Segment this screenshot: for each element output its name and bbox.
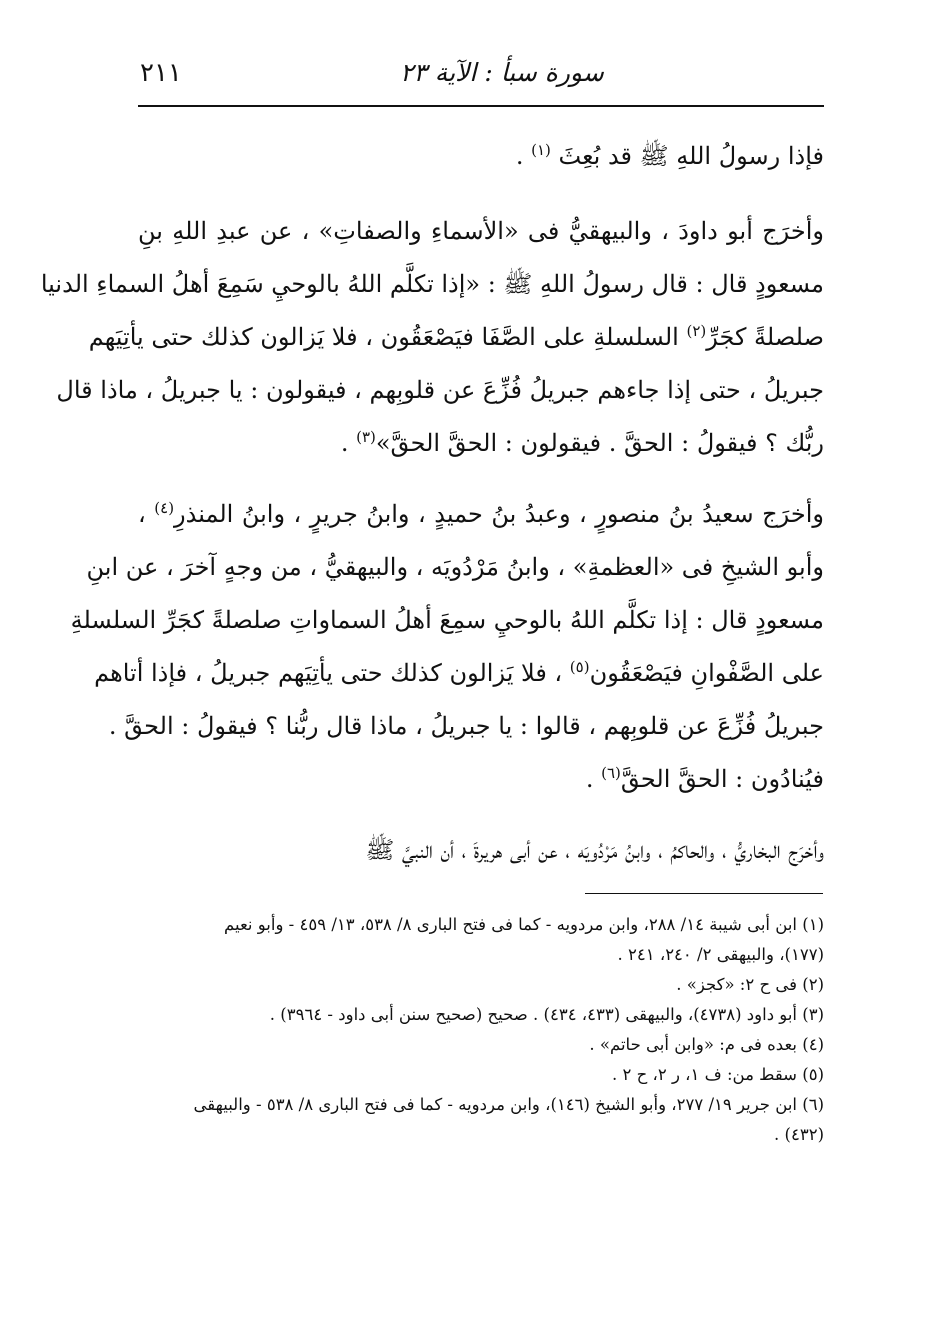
text-line: ربُّك ؟ فيقولُ : الحقَّ . فيقولون : الحقَّ الحقَّ»$^{(٣)}$ . bbox=[340, 428, 824, 457]
page-header bbox=[140, 50, 820, 100]
header-divider bbox=[138, 105, 824, 107]
footnote-divider bbox=[585, 893, 823, 894]
text-line: فيُنادُون : الحقَّ الحقَّ$^{(٦)}$ . bbox=[585, 764, 824, 793]
footnote-ref: (٥) bbox=[569, 658, 590, 676]
footnote-1: (١) ابن أبى شيبة ١٤/ ٢٨٨، وابن مردويه - كما فى فتح البارى ٨/ ٥٣٨، ١٣/ ٤٥٩ - وأبو نعيم bbox=[223, 915, 824, 934]
text-line: وأخرَج البخاريُّ ، والحاكمُ ، وابنُ مَرْدُويَه ، عن أبى هريرةَ ، أن النبيَّ ﷺ bbox=[365, 836, 824, 864]
footnote-1-continued: (١٧٧)، والبيهقى ٢/ ٢٤٠، ٢٤١ . bbox=[617, 945, 824, 964]
footnote-6-continued: (٤٣٢) . bbox=[774, 1125, 824, 1144]
paragraph-3 bbox=[70, 488, 825, 806]
footnote-ref: (٢) bbox=[686, 322, 707, 340]
footnotes bbox=[138, 910, 824, 1150]
text-line: صلصلةً كجَرِّ$^{(٢)}$ السلسلةِ على الصَّفَا فيَصْعَقُون ، فلا يَزالون كذلك حتى يأتِيَهم bbox=[88, 322, 824, 351]
page-number: ٢١١ bbox=[140, 58, 182, 88]
text-line: مسعودٍ قال : إذا تكلَّم اللهُ بالوحيِ سمِعَ أهلُ السماواتِ صلصلةً كجَرِّ السلسلةِ bbox=[70, 606, 824, 634]
footnote-6: (٦) ابن جرير ١٩/ ٢٧٧، وأبو الشيخ (١٤٦)، وابن مردويه - كما فى فتح البارى ٨/ ٥٣٨ - والبيهقى bbox=[193, 1095, 824, 1114]
footnote-ref: (٤) bbox=[154, 499, 175, 517]
text-line: جبريلُ ، حتى إذا جاءهم جبريلُ فُزِّعَ عن قلوبِهم ، فيقولون : يا جبريلُ ، ماذا قال bbox=[56, 376, 824, 404]
footnote-ref: (٣) bbox=[356, 428, 376, 446]
text-line: مسعودٍ قال : قال رسولُ اللهِ ﷺ : «إذا تكلَّم اللهُ بالوحيِ سَمِعَ أهلُ السماءِ الدنيا bbox=[40, 270, 824, 298]
paragraph-2 bbox=[40, 205, 824, 470]
running-title: سورة سبأ : الآية ٢٣ bbox=[400, 58, 604, 87]
text-line: على الصَّفْوانِ فيَصْعَقُون$^{(٥)}$ ، فلا يَزالون كذلك حتى يأتِيَهم جبريلُ ، فإذا أتاهم bbox=[94, 658, 824, 687]
paragraph-1 bbox=[138, 130, 824, 183]
footnote-3: (٣) أبو داود (٤٧٣٨)، والبيهقى (٤٣٣، ٤٣٤) . صحيح (صحيح سنن أبى داود - ٣٩٦٤) . bbox=[269, 1005, 824, 1024]
footnote-ref: (٦) bbox=[601, 764, 621, 782]
text-line: فإذا رسولُ اللهِ ﷺ قد بُعِثَ $^{(١)}$ . bbox=[515, 141, 824, 170]
text-line: وأبو الشيخِ فى «العظمةِ» ، وابنُ مَرْدُويَه ، والبيهقيُّ ، من وجهٍ آخرَ ، عن ابنِ bbox=[86, 553, 824, 581]
paragraph-4 bbox=[138, 824, 824, 877]
text-line: وأخرَج سعيدُ بنُ منصورٍ ، وعبدُ بنُ حميدٍ ، وابنُ جريرٍ ، وابنُ المنذرِ$^{(٤)}$ ، bbox=[138, 499, 825, 528]
text-line: جبريلُ فُزِّعَ عن قلوبِهم ، قالوا : يا جبريلُ ، ماذا قال ربُّنا ؟ فيقولُ : الحقَّ . bbox=[108, 712, 824, 740]
footnote-ref: (١) bbox=[531, 141, 551, 159]
footnote-2: (٢) فى ح ٢: «كجز» . bbox=[676, 975, 824, 994]
text-line: وأخرَج أبو داودَ ، والبيهقيُّ فى «الأسماءِ والصفاتِ» ، عن عبدِ اللهِ بنِ bbox=[138, 217, 824, 245]
footnote-4: (٤) بعده فى م: «وابن أبى حاتم» . bbox=[589, 1035, 824, 1054]
main-text bbox=[40, 130, 825, 895]
footnote-5: (٥) سقط من: ف ١، ر ٢، ح ٢ . bbox=[611, 1065, 824, 1084]
